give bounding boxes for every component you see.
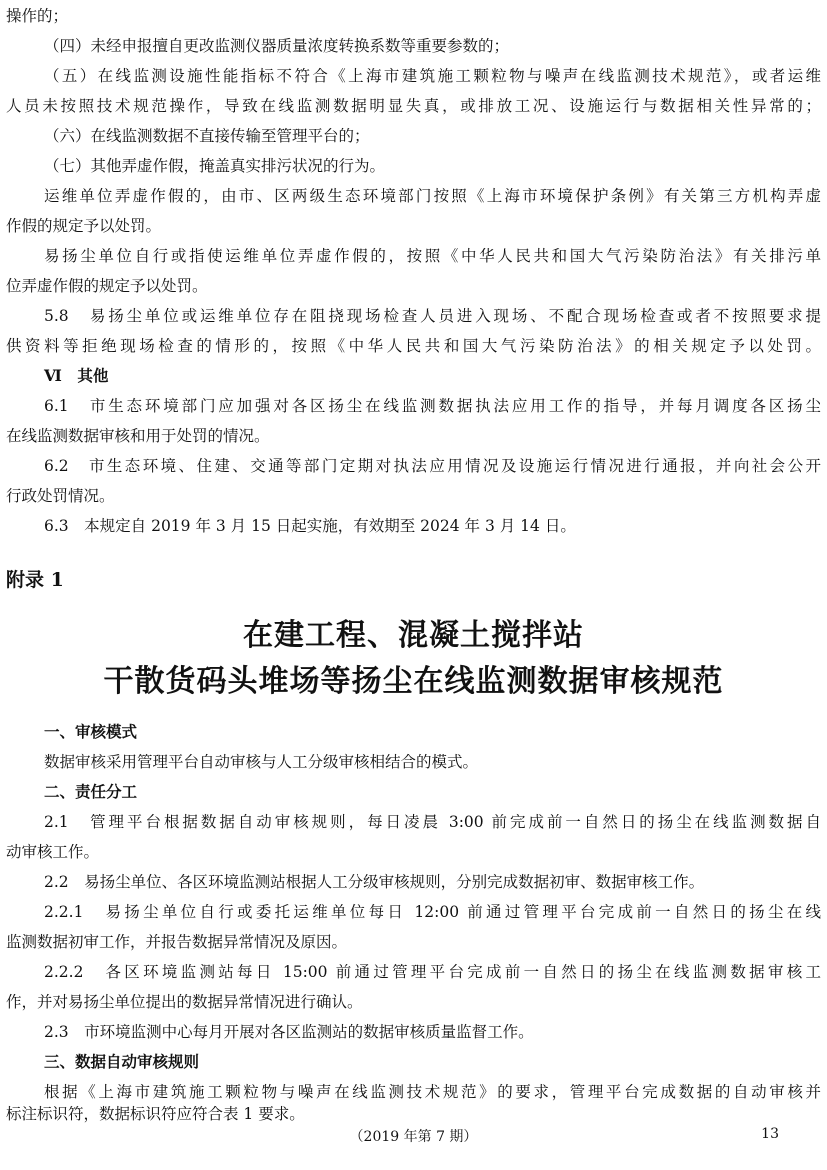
section-heading: Ⅵ 其他 [44, 366, 109, 385]
section-heading: 三、数据自动审核规则 [44, 1052, 200, 1071]
paragraph-line: 易扬尘单位自行或指使运维单位弄虚作假的，按照《中华人民共和国大气污染防治法》有关排污单 [44, 247, 821, 265]
paragraph-line: 在线监测数据审核和用于处罚的情况。 [6, 427, 270, 445]
paragraph-line: 根据《上海市建筑施工颗粒物与噪声在线监测技术规范》的要求，管理平台完成数据的自动审核并 [44, 1083, 821, 1101]
paragraph-line: 作假的规定予以处罚。 [6, 217, 162, 235]
paragraph-line: 2.2 易扬尘单位、各区环境监测站根据人工分级审核规则，分别完成数据初审、数据审核工作。 [44, 873, 705, 891]
appendix-label: 附录 1 [6, 569, 64, 591]
paragraph-line: 5.8 易扬尘单位或运维单位存在阻挠现场检查人员进入现场、不配合现场检查或者不按照要求提 [44, 307, 821, 325]
document-title-line-1: 在建工程、混凝土搅拌站 [243, 618, 584, 653]
paragraph-line: （五）在线监测设施性能指标不符合《上海市建筑施工颗粒物与噪声在线监测技术规范》，或者运维 [44, 67, 821, 85]
paragraph-line: 2.3 市环境监测中心每月开展对各区监测站的数据审核质量监督工作。 [44, 1023, 534, 1041]
paragraph-line: 2.1 管理平台根据数据自动审核规则，每日凌晨 3:00 前完成前一自然日的扬尘在线监测数据自 [44, 813, 821, 831]
paragraph-line: 位弄虚作假的规定予以处罚。 [6, 277, 208, 295]
document-title-line-2: 干散货码头堆场等扬尘在线监测数据审核规范 [103, 664, 724, 699]
issue-footer: （2019 年第 7 期） [349, 1129, 478, 1145]
paragraph-line: （四）未经申报擅自更改监测仪器质量浓度转换系数等重要参数的； [44, 37, 510, 55]
paragraph-line: 供资料等拒绝现场检查的情形的，按照《中华人民共和国大气污染防治法》的相关规定予以处罚。 [6, 337, 821, 355]
page-number: 13 [761, 1126, 779, 1142]
section-heading: 二、责任分工 [44, 782, 138, 801]
paragraph-line: 操作的； [6, 7, 69, 25]
paragraph-line: 行政处罚情况。 [6, 487, 115, 505]
paragraph-line: 运维单位弄虚作假的，由市、区两级生态环境部门按照《上海市环境保护条例》有关第三方机构弄虚 [44, 187, 821, 205]
section-heading: 一、审核模式 [44, 722, 138, 741]
paragraph-line: 标注标识符，数据标识符应符合表 1 要求。 [6, 1105, 305, 1123]
paragraph-line: 作，并对易扬尘单位提出的数据异常情况进行确认。 [6, 993, 363, 1011]
paragraph-line: 6.3 本规定自 2019 年 3 月 15 日起实施，有效期至 2024 年 3 月 14 日。 [44, 517, 576, 535]
paragraph-line: 监测数据初审工作，并报告数据异常情况及原因。 [6, 933, 348, 951]
paragraph-line: 2.2.1 易扬尘单位自行或委托运维单位每日 12:00 前通过管理平台完成前一自然日的扬尘在线 [44, 903, 821, 921]
paragraph-line: 人员未按照技术规范操作，导致在线监测数据明显失真，或排放工况、设施运行与数据相关性异常的； [6, 97, 821, 115]
paragraph-line: 6.1 市生态环境部门应加强对各区扬尘在线监测数据执法应用工作的指导，并每月调度各区扬尘 [44, 397, 821, 415]
paragraph-line: 6.2 市生态环境、住建、交通等部门定期对执法应用情况及设施运行情况进行通报，并向社会公开 [44, 457, 821, 475]
paragraph-line: 动审核工作。 [6, 843, 100, 861]
paragraph-line: 2.2.2 各区环境监测站每日 15:00 前通过管理平台完成前一自然日的扬尘在线监测数据审核工 [44, 963, 821, 981]
paragraph-line: （六）在线监测数据不直接传输至管理平台的； [44, 127, 370, 145]
paragraph-line: 数据审核采用管理平台自动审核与人工分级审核相结合的模式。 [44, 753, 479, 771]
paragraph-line: （七）其他弄虚作假，掩盖真实排污状况的行为。 [44, 157, 386, 175]
